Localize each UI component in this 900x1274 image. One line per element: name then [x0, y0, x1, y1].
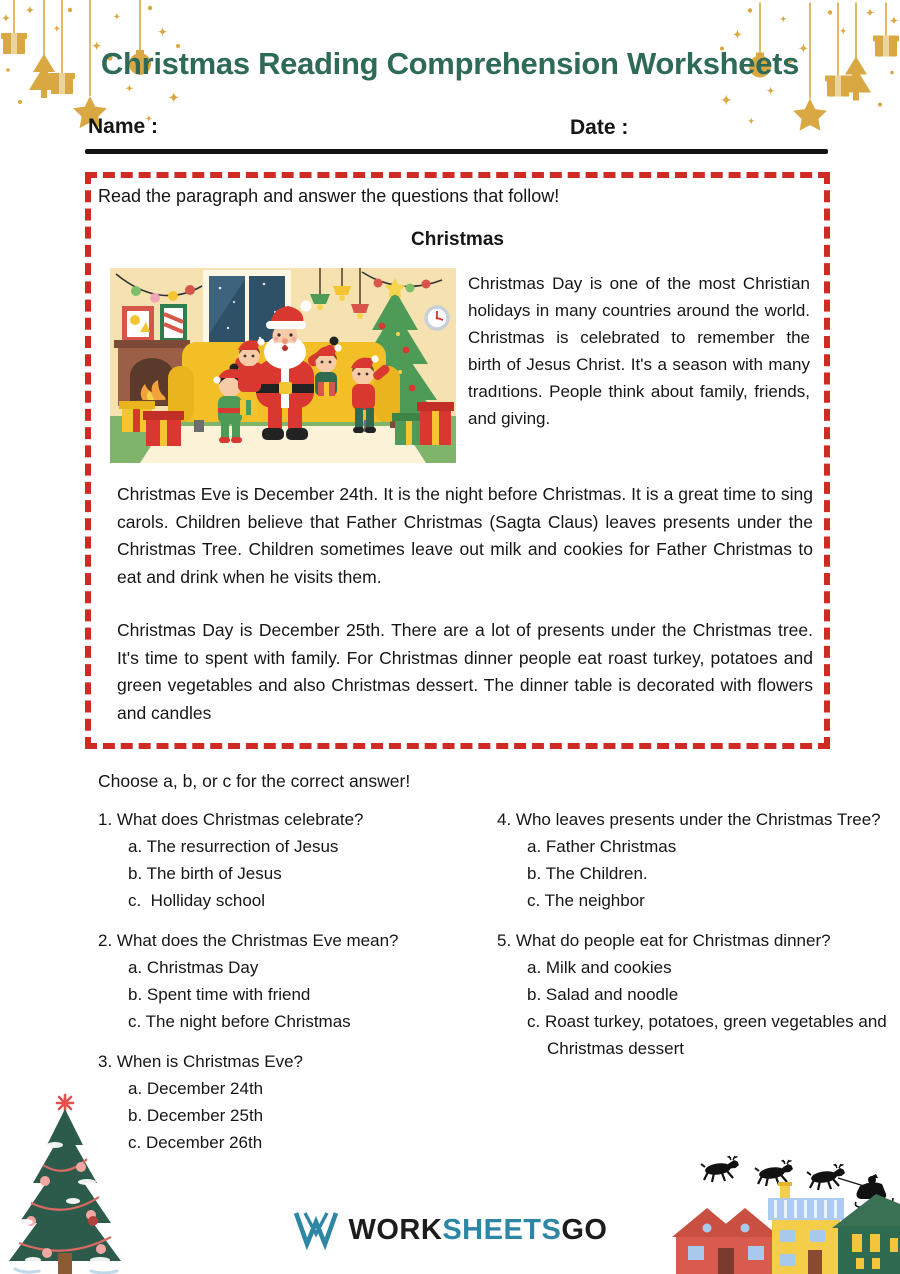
- logo-text: [349, 1214, 608, 1247]
- answer-option: c. The night before Christmas: [128, 1012, 351, 1031]
- passage-instruction: Read the paragraph and answer the questions that follow!: [98, 186, 560, 206]
- questions-column-left: [98, 806, 490, 1169]
- quiz-instruction: Choose a, b, or c for the correct answer!: [98, 771, 411, 791]
- logo-go: GO: [561, 1213, 608, 1246]
- passage-paragraph-2: Christmas Eve is December 24th. It is the night before Christmas. It is a great time to sing carols. Children believe that Father Christmas (Sagta Claus) leaves presents under the Christmas Tree. Children sometimes leave out milk and cookies for Father Christmas to eat and drink when he visits them.: [117, 484, 813, 587]
- answer-option: b. Spent time with friend: [128, 985, 311, 1004]
- question-4: [497, 806, 887, 914]
- logo-work: WORK: [348, 1213, 443, 1246]
- answer-option: a. December 24th: [128, 1079, 264, 1098]
- question-2: [98, 927, 490, 1035]
- question-text: 3. When is Christmas Eve?: [98, 1052, 304, 1071]
- question-text: 2. What does the Christmas Eve mean?: [98, 931, 399, 950]
- answer-option: a. Christmas Day: [128, 958, 259, 977]
- passage-paragraph-1: Christmas Day is one of the most Christian holidays in many countries around the world. Christmas is celebrated to remember the birth of Jesus Christ. It's a season with many tradıtions. People think about family, friends, and giving.: [468, 274, 810, 428]
- question-3: [98, 1048, 490, 1156]
- question-5: [497, 927, 892, 1062]
- answer-option: b. The Children.: [527, 864, 648, 883]
- passage-heading: Christmas: [411, 229, 504, 250]
- santa-sleigh-houses-icon: [660, 1142, 900, 1274]
- answer-option: a. Father Christmas: [527, 837, 677, 856]
- answer-option: a. The resurrection of Jesus: [128, 837, 339, 856]
- answer-option: a. Milk and cookies: [527, 958, 672, 977]
- worksheetsgo-w-mark-icon: [293, 1210, 339, 1250]
- question-text: 1. What does Christmas celebrate?: [98, 810, 364, 829]
- answer-option: c. The neighbor: [527, 891, 645, 910]
- answer-option: b. December 25th: [128, 1106, 264, 1125]
- logo-sheets: SHEETS: [442, 1213, 562, 1246]
- header-divider: [85, 149, 828, 154]
- date-label: Date :: [570, 116, 629, 139]
- question-text: 4. Who leaves presents under the Christmas Tree?: [497, 810, 881, 829]
- questions-column-right: [497, 806, 892, 1075]
- answer-option: b. Salad and noodle: [527, 985, 679, 1004]
- santa-children-illustration: [110, 268, 456, 463]
- name-label: Name :: [88, 115, 159, 138]
- answer-option: c. Holliday school: [128, 891, 266, 910]
- answer-option: c. Roast turkey, potatoes, green vegetables and Christmas dessert: [527, 1012, 892, 1058]
- question-1: [98, 806, 490, 914]
- answer-option: b. The birth of Jesus: [128, 864, 282, 883]
- page-title: Christmas Reading Comprehension Worksheets: [100, 46, 800, 81]
- passage-paragraph-3: Christmas Day is December 25th. There are a lot of presents under the Christmas tree. It's time to spent with family. For Christmas dinner people eat roast turkey, potatoes and green vegetables and also Christmas dessert. The dinner table is decorated with flowers and candles: [117, 620, 813, 723]
- question-text: 5. What do people eat for Christmas dinner?: [497, 931, 831, 950]
- answer-option: c. December 26th: [128, 1133, 263, 1152]
